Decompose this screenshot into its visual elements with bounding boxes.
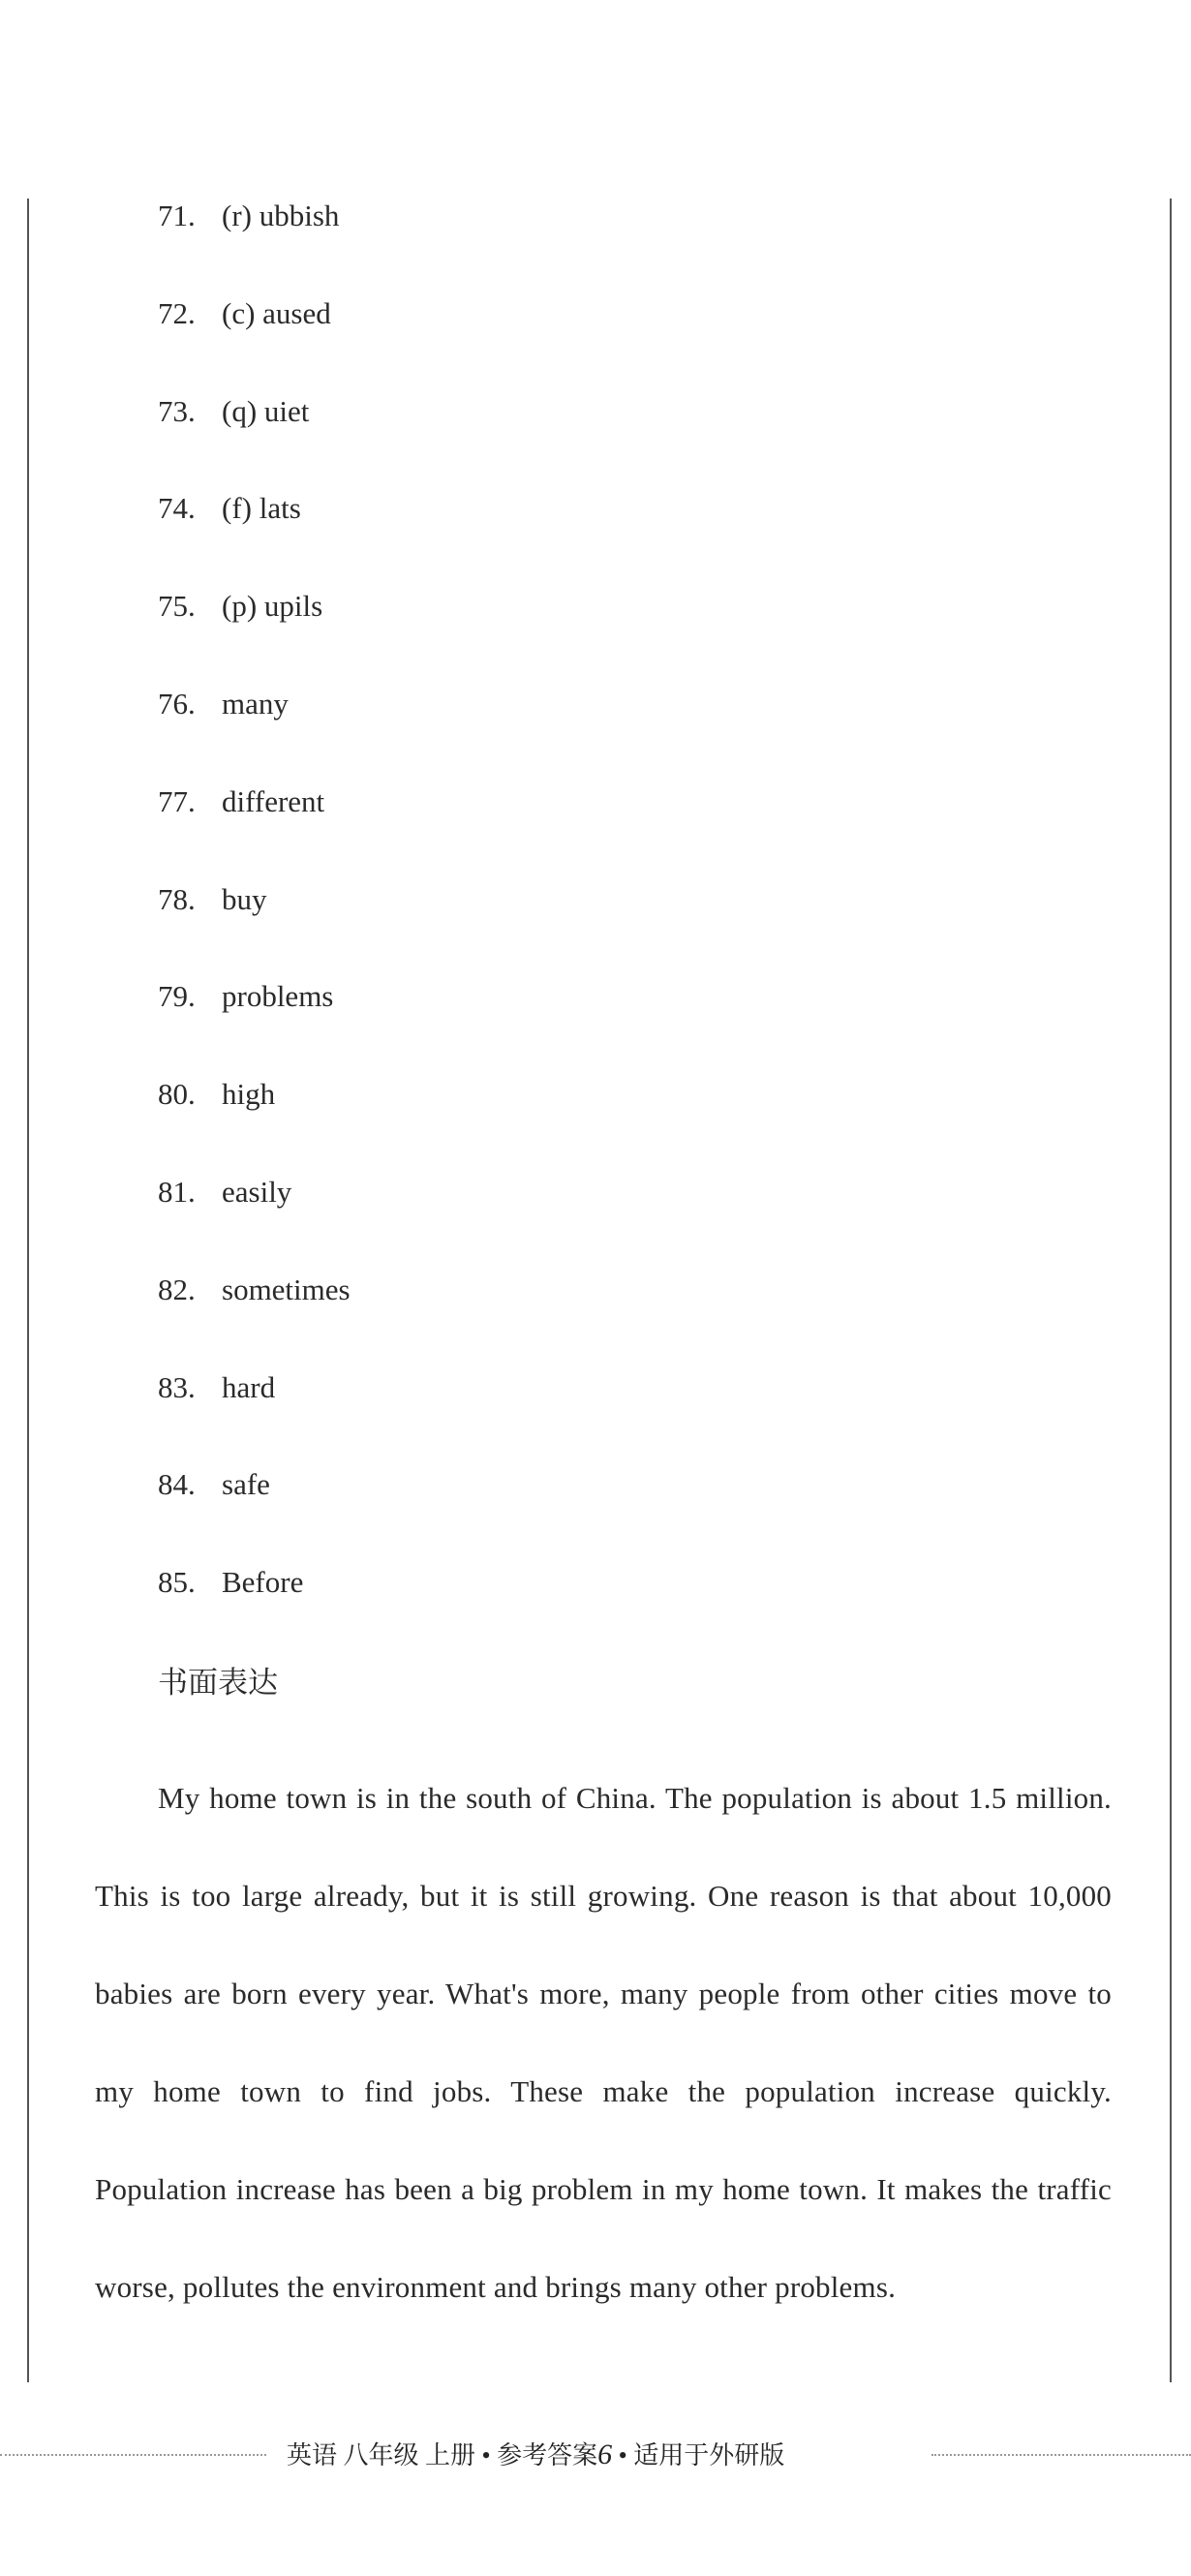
answer-item [158,1555,351,1653]
answer-number: 84. [158,1467,196,1502]
right-margin-line [1170,199,1172,2382]
answer-number: 79. [158,979,196,1014]
answer-text: high [222,1077,276,1112]
answer-item [158,873,351,970]
answer-item [158,1361,351,1458]
answer-number: 80. [158,1077,196,1112]
answer-text: (q) uiet [222,393,310,428]
page-footer [0,2431,1191,2479]
answer-text: many [222,686,289,721]
footer-book-info: 英语 八年级 上册 • 参考答案 [287,2441,598,2469]
answer-number: 81. [158,1174,196,1209]
answer-number: 76. [158,686,196,721]
writing-essay: My home town is in the south of China. The population is about 1.5 million. This is too large already, but it is still growing. One reason is that about 10,000 babies are born every year. What's more, many people from other cities move to my home town to find jobs. These make the population increase quickly. Population increase has been a big problem in my home town. It makes the traffic worse, pollutes the environment and brings many other problems. [95,1781,1112,2304]
answer-number: 75. [158,589,196,624]
footer-page-number: 6 [597,2438,613,2470]
answer-number: 73. [158,393,196,428]
answer-item [158,579,351,677]
footer-dotted-rule-left [0,2454,266,2456]
footer-text [287,2431,784,2480]
left-margin-line [27,199,29,2382]
footer-dotted-rule-right [931,2454,1191,2456]
answer-text: Before [222,1565,304,1600]
answer-text: hard [222,1369,276,1404]
answer-text: buy [222,881,267,916]
answer-item [158,677,351,775]
footer-edition: • 适用于外研版 [612,2441,785,2469]
answer-text: problems [222,979,334,1014]
answer-text: (f) lats [222,491,301,526]
answer-text: (r) ubbish [222,199,340,232]
answer-number: 72. [158,295,196,330]
answer-list [158,189,351,1653]
answer-item [158,384,351,482]
answer-number: 71. [158,199,196,232]
answer-text: safe [222,1467,270,1502]
answer-item [158,1165,351,1263]
answer-text: different [222,783,325,818]
writing-section-title: 书面表达 [158,1666,278,1700]
answer-text: sometimes [222,1272,351,1306]
answer-item [158,189,351,287]
answer-item [158,775,351,873]
answer-number: 78. [158,881,196,916]
answer-number: 74. [158,491,196,526]
answer-item [158,969,351,1067]
answer-item [158,1263,351,1361]
answer-number: 85. [158,1565,196,1600]
answer-item [158,1457,351,1555]
answer-text: (c) aused [222,295,331,330]
answer-item [158,481,351,579]
answer-text: easily [222,1174,292,1209]
answer-number: 82. [158,1272,196,1306]
answer-number: 77. [158,783,196,818]
answer-text: (p) upils [222,589,323,624]
answer-item [158,1067,351,1165]
answer-number: 83. [158,1369,196,1404]
answer-item [158,287,351,384]
